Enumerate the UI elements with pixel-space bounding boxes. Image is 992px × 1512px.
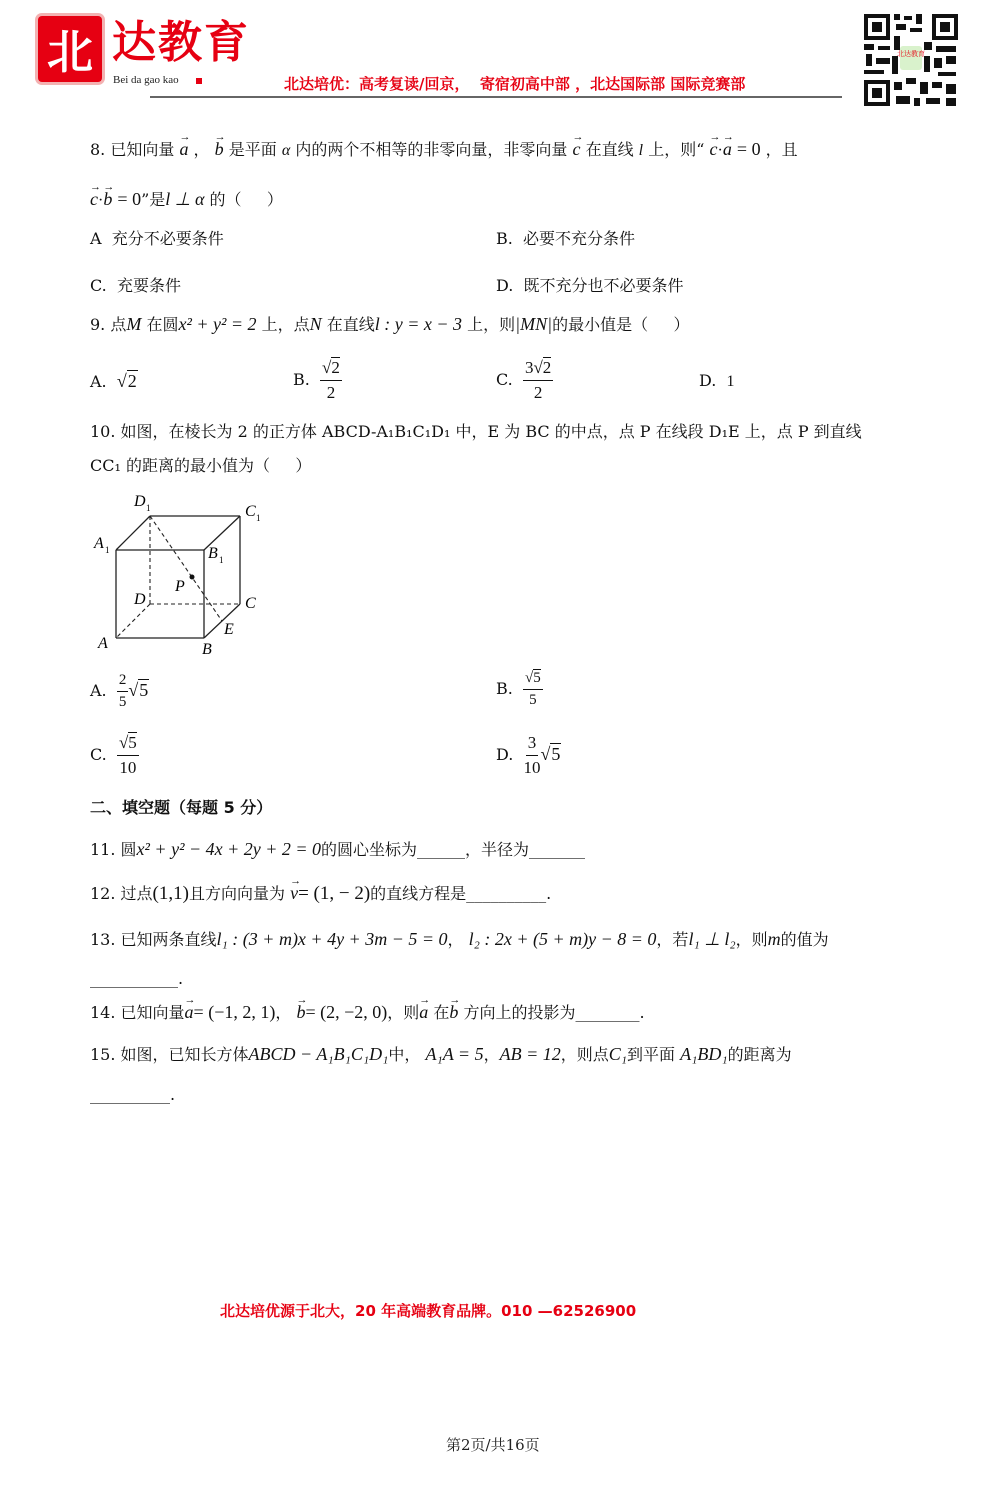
label-c1: C: [245, 503, 256, 520]
footer-promo: 北达培优源于北大，20 年高端教育品牌。010 —62526900: [220, 1302, 637, 1320]
point-p: [190, 575, 195, 580]
logo-square-icon: [196, 78, 202, 84]
label-b1: B: [208, 545, 218, 562]
question-11: 11. 圆x² + y² − 4x + 2y + 2 = 0的圆心坐标为______，半径为_______: [90, 839, 586, 859]
question-14: 14. 已知向量→ a= (−1, 2, 1)， → b= (2, −2, 0)，则→ a 在→ b 方向上的投影为________.: [90, 1001, 645, 1024]
q8-option-b[interactable]: B. 必要不充分条件: [496, 229, 636, 248]
q10-option-b[interactable]: B. $\frac{√5}{5}$: [496, 670, 541, 708]
q10-option-c[interactable]: C. $\frac{√5}{10}$: [90, 733, 137, 777]
cube-figure: [88, 484, 278, 659]
q8-option-d[interactable]: D. 既不充分也不必要条件: [496, 276, 684, 295]
svg-text:1: 1: [105, 545, 110, 555]
q9-option-b[interactable]: B. $\frac{√2}{2}$: [293, 358, 340, 402]
q10-option-a[interactable]: A. $\frac{2}{5}$ √5: [90, 672, 149, 710]
question-8-line1: 8. 已知向量 → a ， → b 是平面 α 内的两个不相等的非零向量，非零向量 → c 在直线 l 上，则“ → c·→ a = 0 ，且: [90, 138, 798, 162]
logo-subtitle: Bei da gao kao: [113, 74, 179, 86]
label-d1: D: [134, 493, 146, 510]
section-heading-fill-in: 二、填空题（每题 5 分）: [90, 798, 273, 817]
label-d: D: [134, 591, 146, 608]
question-15-line1: 15. 如图，已知长方体ABCD − A₁B₁C₁D₁中， A₁A = 5，AB = 12，则点C₁到平面 A₁BD₁的距离为: [90, 1044, 792, 1064]
logo-box: [38, 16, 102, 82]
label-b: B: [202, 641, 212, 658]
page-number: 第2页/共16页: [446, 1436, 540, 1454]
header-slogan: 北达培优：高考复读/回京， 寄宿初高中部 ，北达国际部 国际竞赛部: [284, 75, 746, 93]
label-a: A: [98, 635, 108, 652]
logo-char: 北: [47, 25, 93, 79]
logo: [38, 16, 288, 91]
svg-text:1: 1: [219, 555, 224, 565]
question-9: 9. 点M 在圆x² + y² = 2 上，点N 在直线l : y = x − 3 上，则|MN|的最小值是（ ）: [90, 314, 690, 334]
qr-label: 北达教育: [897, 50, 925, 58]
q8-option-a[interactable]: A 充分不必要条件: [90, 229, 224, 248]
question-12: 12. 过点(1,1)且方向向量为 → v= (1, − 2)的直线方程是__________.: [90, 882, 551, 905]
question-10-line2: CC₁ 的距离的最小值为（ ）: [90, 456, 312, 475]
question-15-line2: __________.: [90, 1085, 176, 1104]
svg-text:1: 1: [146, 503, 151, 513]
qr-code-icon: [862, 12, 960, 108]
question-10-line1: 10. 如图，在棱长为 2 的正方体 ABCD-A₁B₁C₁D₁ 中，E 为 BC 的中点，点 P 在线段 D₁E 上，点 P 到直线: [90, 422, 862, 441]
question-8-line2: → c·→ b = 0”是l ⊥ α 的（ ）: [90, 188, 283, 212]
label-c: C: [245, 595, 256, 612]
q9-option-c[interactable]: C. $\frac{3√2}{2}$: [496, 358, 552, 402]
q8-option-c[interactable]: C. 充要条件: [90, 276, 181, 295]
question-13-line2: ___________.: [90, 969, 184, 988]
label-p: P: [175, 578, 185, 595]
logo-text: 达教育: [112, 17, 250, 68]
q9-option-a[interactable]: A. √2: [90, 371, 137, 391]
label-a1: A: [94, 535, 104, 552]
svg-text:1: 1: [256, 513, 261, 523]
q9-option-d[interactable]: D. 1: [699, 371, 735, 390]
question-13-line1: 13. 已知两条直线l₁ : (3 + m)x + 4y + 3m − 5 = 0， l₂ : 2x + (5 + m)y − 8 = 0，若l₁ ⊥ l₂，则m的值为: [90, 929, 829, 949]
label-e: E: [224, 621, 234, 638]
header-rule: [150, 96, 842, 98]
q10-option-d[interactable]: D. $\frac{3}{10}$ √5: [496, 733, 561, 777]
